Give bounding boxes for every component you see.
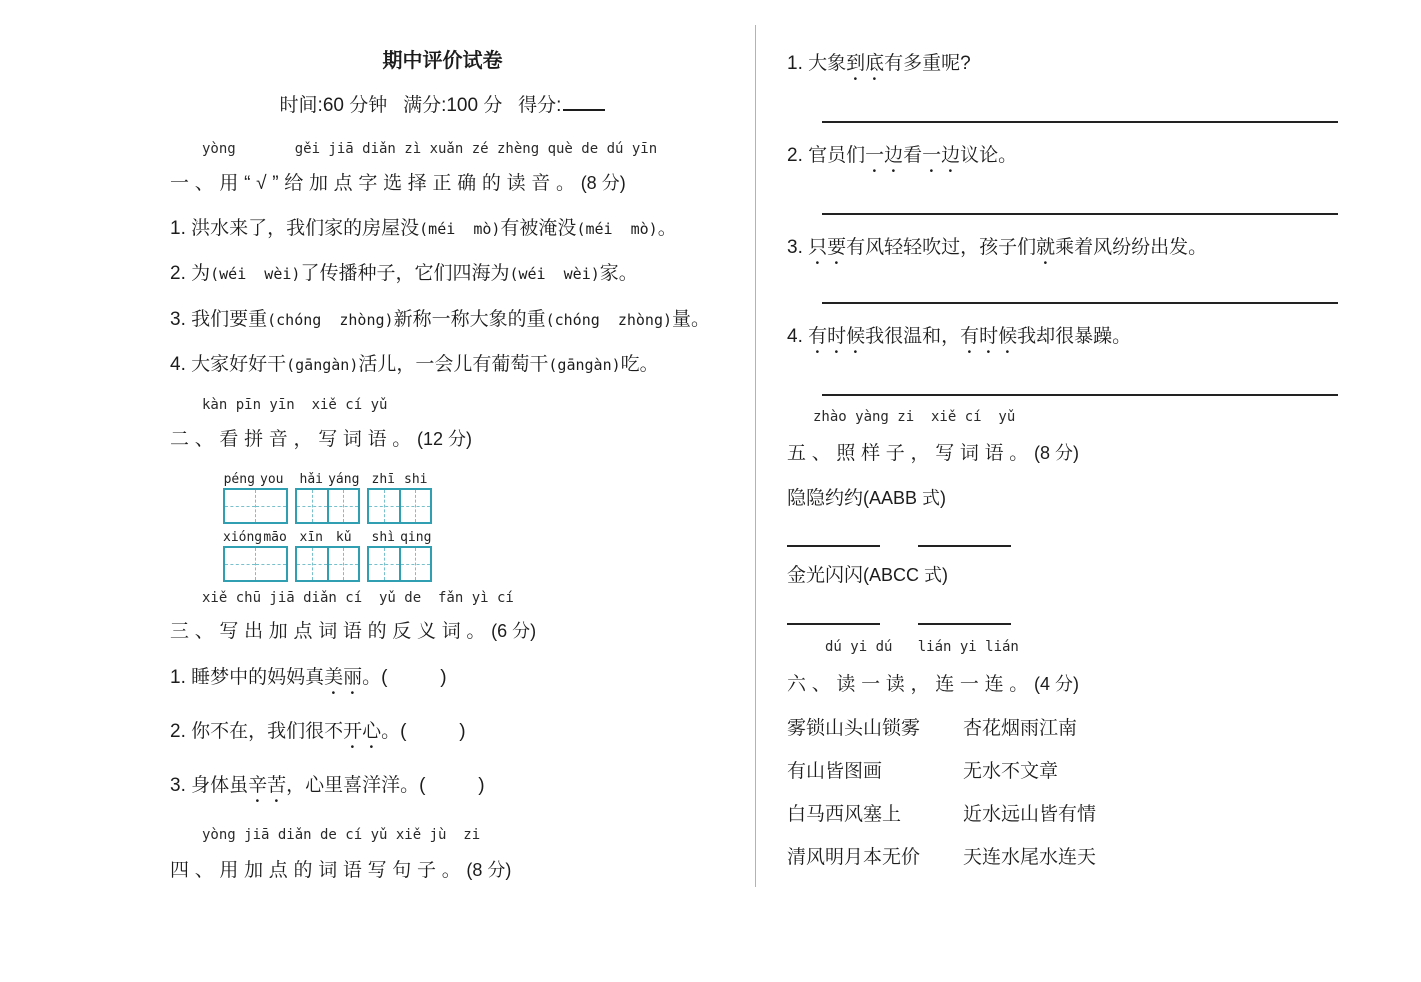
meta-line (170, 93, 715, 117)
question-item-4-4: 4. 有时候我很温和，有时候我却很暴躁。 (787, 326, 1132, 347)
pair-left: 清风明月本无价 (787, 847, 921, 868)
writing-grid (170, 472, 715, 582)
section-2-pinyin: kàn pīn yīn xiě cí yǔ (202, 397, 388, 413)
answer-line-4 (822, 394, 1338, 396)
writing-cell (225, 490, 255, 522)
pinyin-labels: shì qing (371, 530, 432, 545)
writing-cell (369, 548, 399, 580)
section-6-heading: 六、读一读，连一连。(4 分) (787, 674, 1080, 695)
pair-right: 近水远山皆有情 (963, 804, 1097, 825)
question-item-1-1: 1. 洪水来了，我们家的房屋没(méi mò)有被淹没(méi mò)。 (170, 218, 677, 239)
question-item-4-3: 3. 只要有风轻轻吹过，孩子们就乘着风纷纷出发。 (787, 237, 1208, 258)
writing-grid-row-2 (223, 530, 715, 582)
writing-cell (399, 548, 431, 580)
grid-group-shiqing (367, 530, 432, 582)
section-2-score: (12 分) (417, 429, 473, 449)
section-1-pinyin: yòng gěi jiā diǎn zì xuǎn zé zhèng què de dú yīn (202, 141, 658, 157)
writing-cell (327, 490, 359, 522)
writing-boxes (223, 488, 288, 524)
section-6-pinyin: dú yi dú lián yi lián (825, 639, 1019, 655)
writing-cell (225, 548, 255, 580)
left-column (170, 50, 715, 883)
grid-group-xinku (295, 530, 360, 582)
section-3-pinyin: xiě chū jiā diǎn cí yǔ de fǎn yì cí (202, 590, 514, 606)
pinyin-labels: hǎi yáng (299, 472, 360, 487)
answer-line-2 (822, 213, 1338, 215)
writing-cell (297, 548, 327, 580)
question-item-3-1: 1. 睡梦中的妈妈真美丽。( ) (170, 667, 447, 688)
answer-blank (918, 623, 1011, 625)
pair-left: 雾锁山头山锁雾 (787, 718, 921, 739)
writing-cell (399, 490, 431, 522)
column-divider (755, 25, 756, 887)
question-item-1-2: 2. 为(wéi wèi)了传播种子，它们四海为(wéi wèi)家。 (170, 263, 638, 284)
exam-title: 期中评价试卷 (382, 50, 503, 72)
section-5-pinyin: zhào yàng zi xiě cí yǔ (813, 409, 1016, 425)
grid-group-haiyang (295, 472, 360, 524)
question-item-3-2: 2. 你不在，我们很不开心。( ) (170, 721, 466, 742)
pair-right: 杏花烟雨江南 (963, 718, 1078, 739)
answer-line-3 (822, 302, 1338, 304)
question-item-1-3: 3. 我们要重(chóng zhòng)新称一称大象的重(chóng zhòng)量。 (170, 309, 711, 330)
writing-boxes (295, 488, 360, 524)
pinyin-labels: péng you (223, 472, 284, 487)
section-3-score: (6 分) (491, 621, 537, 641)
section-6-score: (4 分) (1034, 674, 1080, 694)
writing-boxes (367, 488, 432, 524)
section-4-score: (8 分) (466, 860, 512, 880)
writing-boxes (223, 546, 288, 582)
example-abcc: 金光闪闪(ABCC 式) (787, 565, 949, 586)
question-item-1-4: 4. 大家好好干(gāngàn)活儿，一会儿有葡萄干(gāngàn)吃。 (170, 354, 659, 375)
section-1-score: (8 分) (580, 173, 626, 193)
answer-blank (787, 623, 880, 625)
section-2-heading: 二、看拼音，写词语。(12 分) (170, 429, 473, 450)
writing-cell (297, 490, 327, 522)
pair-right: 天连水尾水连天 (963, 847, 1097, 868)
writing-cell (255, 490, 286, 522)
writing-boxes (367, 546, 432, 582)
score-blank (563, 93, 605, 111)
section-4-heading: 四、用加点的词语写句子。(8 分) (170, 860, 512, 881)
writing-cell (369, 490, 399, 522)
example-aabb-type: (AABB 式) (863, 488, 947, 508)
matching-row-2 (787, 760, 1347, 784)
matching-row-4 (787, 846, 1347, 870)
section-3-heading: 三、写出加点词语的反义词。(6 分) (170, 621, 537, 642)
writing-grid-row-1 (223, 472, 715, 524)
pinyin-labels: xióng māo (223, 530, 287, 545)
section-1-heading: 一、用“√”给加点字选择正确的读音。(8 分) (170, 173, 626, 194)
writing-cell (327, 548, 359, 580)
question-item-4-1: 1. 大象到底有多重呢? (787, 53, 971, 74)
answer-line-1 (822, 121, 1338, 123)
pair-right: 无水不文章 (963, 761, 1059, 782)
question-item-4-2: 2. 官员们一边看一边议论。 (787, 145, 1018, 166)
pair-left: 有山皆图画 (787, 761, 883, 782)
pair-left: 白马西风塞上 (787, 804, 902, 825)
meta-text: 时间:60 分钟 满分:100 分 得分: (279, 95, 562, 116)
grid-group-zhishi (367, 472, 432, 524)
matching-row-1 (787, 717, 1347, 741)
grid-group-pengyou (223, 472, 288, 524)
pinyin-labels: zhī shi (371, 472, 428, 487)
writing-cell (255, 548, 286, 580)
answer-blank (918, 545, 1011, 547)
answer-blank (787, 545, 880, 547)
right-column (787, 52, 1347, 870)
writing-boxes (295, 546, 360, 582)
pinyin-labels: xīn kǔ (299, 530, 352, 545)
grid-group-xiongmao (223, 530, 288, 582)
section-5-score: (8 分) (1034, 443, 1080, 463)
section-4-pinyin: yòng jiā diǎn de cí yǔ xiě jù zi (202, 827, 481, 843)
section-5-heading: 五、照样子，写词语。(8 分) (787, 443, 1080, 464)
question-item-3-3: 3. 身体虽辛苦，心里喜洋洋。( ) (170, 775, 485, 796)
matching-row-3 (787, 803, 1347, 827)
example-aabb: 隐隐约约(AABB 式) (787, 488, 947, 509)
example-abcc-type: (ABCC 式) (863, 565, 949, 585)
